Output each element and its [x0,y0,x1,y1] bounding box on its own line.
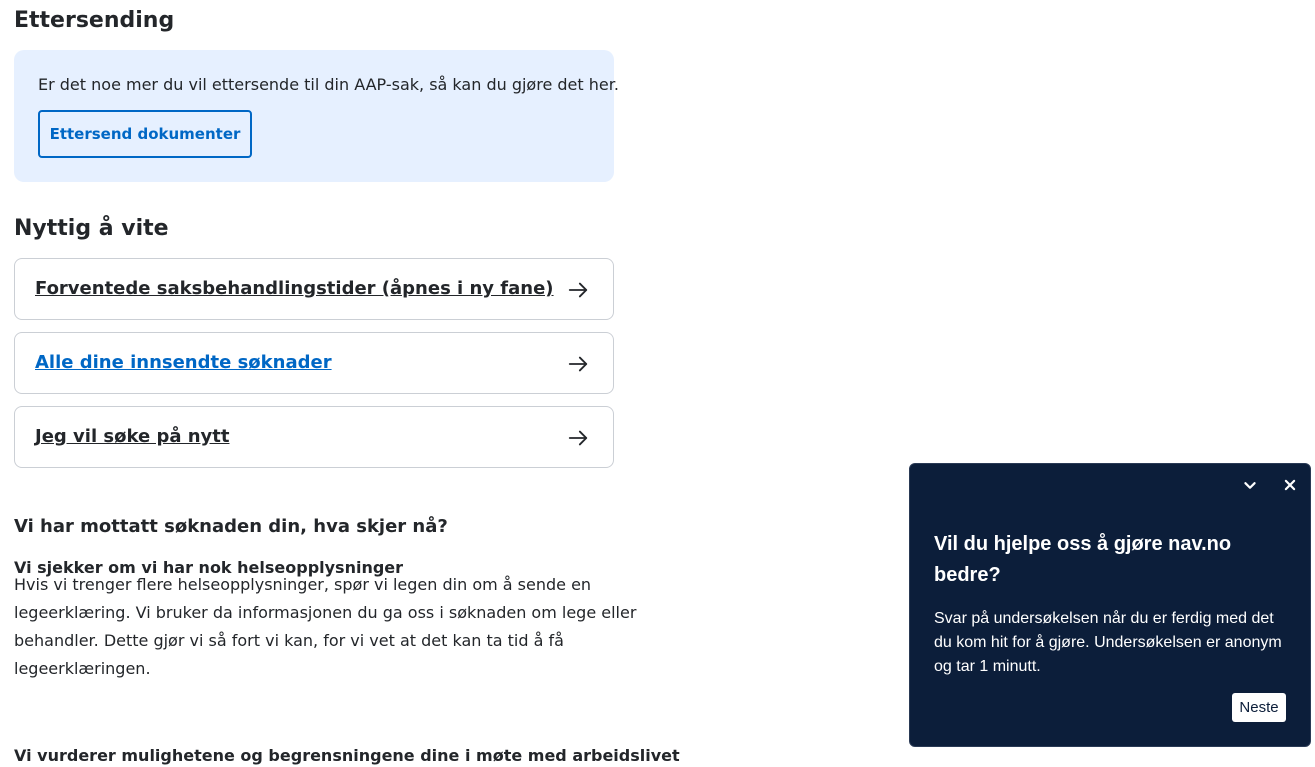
health-info-heading: Vi sjekker om vi har nok helseopplysninger [14,558,404,578]
health-info-text [14,571,637,683]
link-panel-label[interactable]: Alle dine innsendte søknader [35,352,332,373]
collapse-survey-button[interactable] [1239,474,1261,496]
link-panel-processing-times[interactable] [14,258,614,320]
useful-info-heading: Nyttig å vite [14,216,169,241]
link-panel-submitted-applications[interactable] [14,332,614,394]
health-info-line: Hvis vi trenger flere helseopplysninger, spør vi legen din om å sende en [14,575,592,594]
health-info-line: legeerklæringen. [14,659,151,678]
arrow-right-icon [567,353,589,375]
link-panel-label[interactable]: Forventede saksbehandlingstider (åpnes i ny fane) [35,278,554,299]
what-next-heading: Vi har mottatt søknaden din, hva skjer nå? [14,516,448,537]
close-survey-button[interactable] [1279,474,1301,496]
arrow-right-icon [567,427,589,449]
survey-title: Vil du hjelpe oss å gjøre nav.no bedre? [934,533,1232,586]
survey-next-button[interactable]: Neste [1232,693,1286,722]
ettersending-heading: Ettersending [14,8,175,33]
survey-popup [909,463,1311,747]
health-info-line: legeerklæring. Vi bruker da informasjonen du ga oss i søknaden om lege eller [14,603,637,622]
arrow-right-icon [567,279,589,301]
ettersend-documents-button[interactable]: Ettersend dokumenter [38,110,252,158]
link-panel-apply-again[interactable] [14,406,614,468]
work-assessment-heading: Vi vurderer mulighetene og begrensningene dine i møte med arbeidslivet [14,746,680,766]
ettersending-text: Er det noe mer du vil ettersende til din AAP-sak, så kan du gjøre det her. [38,75,619,94]
link-panel-label[interactable]: Jeg vil søke på nytt [35,426,230,447]
chevron-down-icon [1239,474,1261,496]
survey-text: Svar på undersøkelsen når du er ferdig med det du kom hit for å gjøre. Undersøkelsen er anonym og tar 1 minutt. [934,610,1282,675]
close-icon [1279,474,1301,496]
health-info-line: behandler. Dette gjør vi så fort vi kan, for vi vet at det kan ta tid å få [14,631,564,650]
